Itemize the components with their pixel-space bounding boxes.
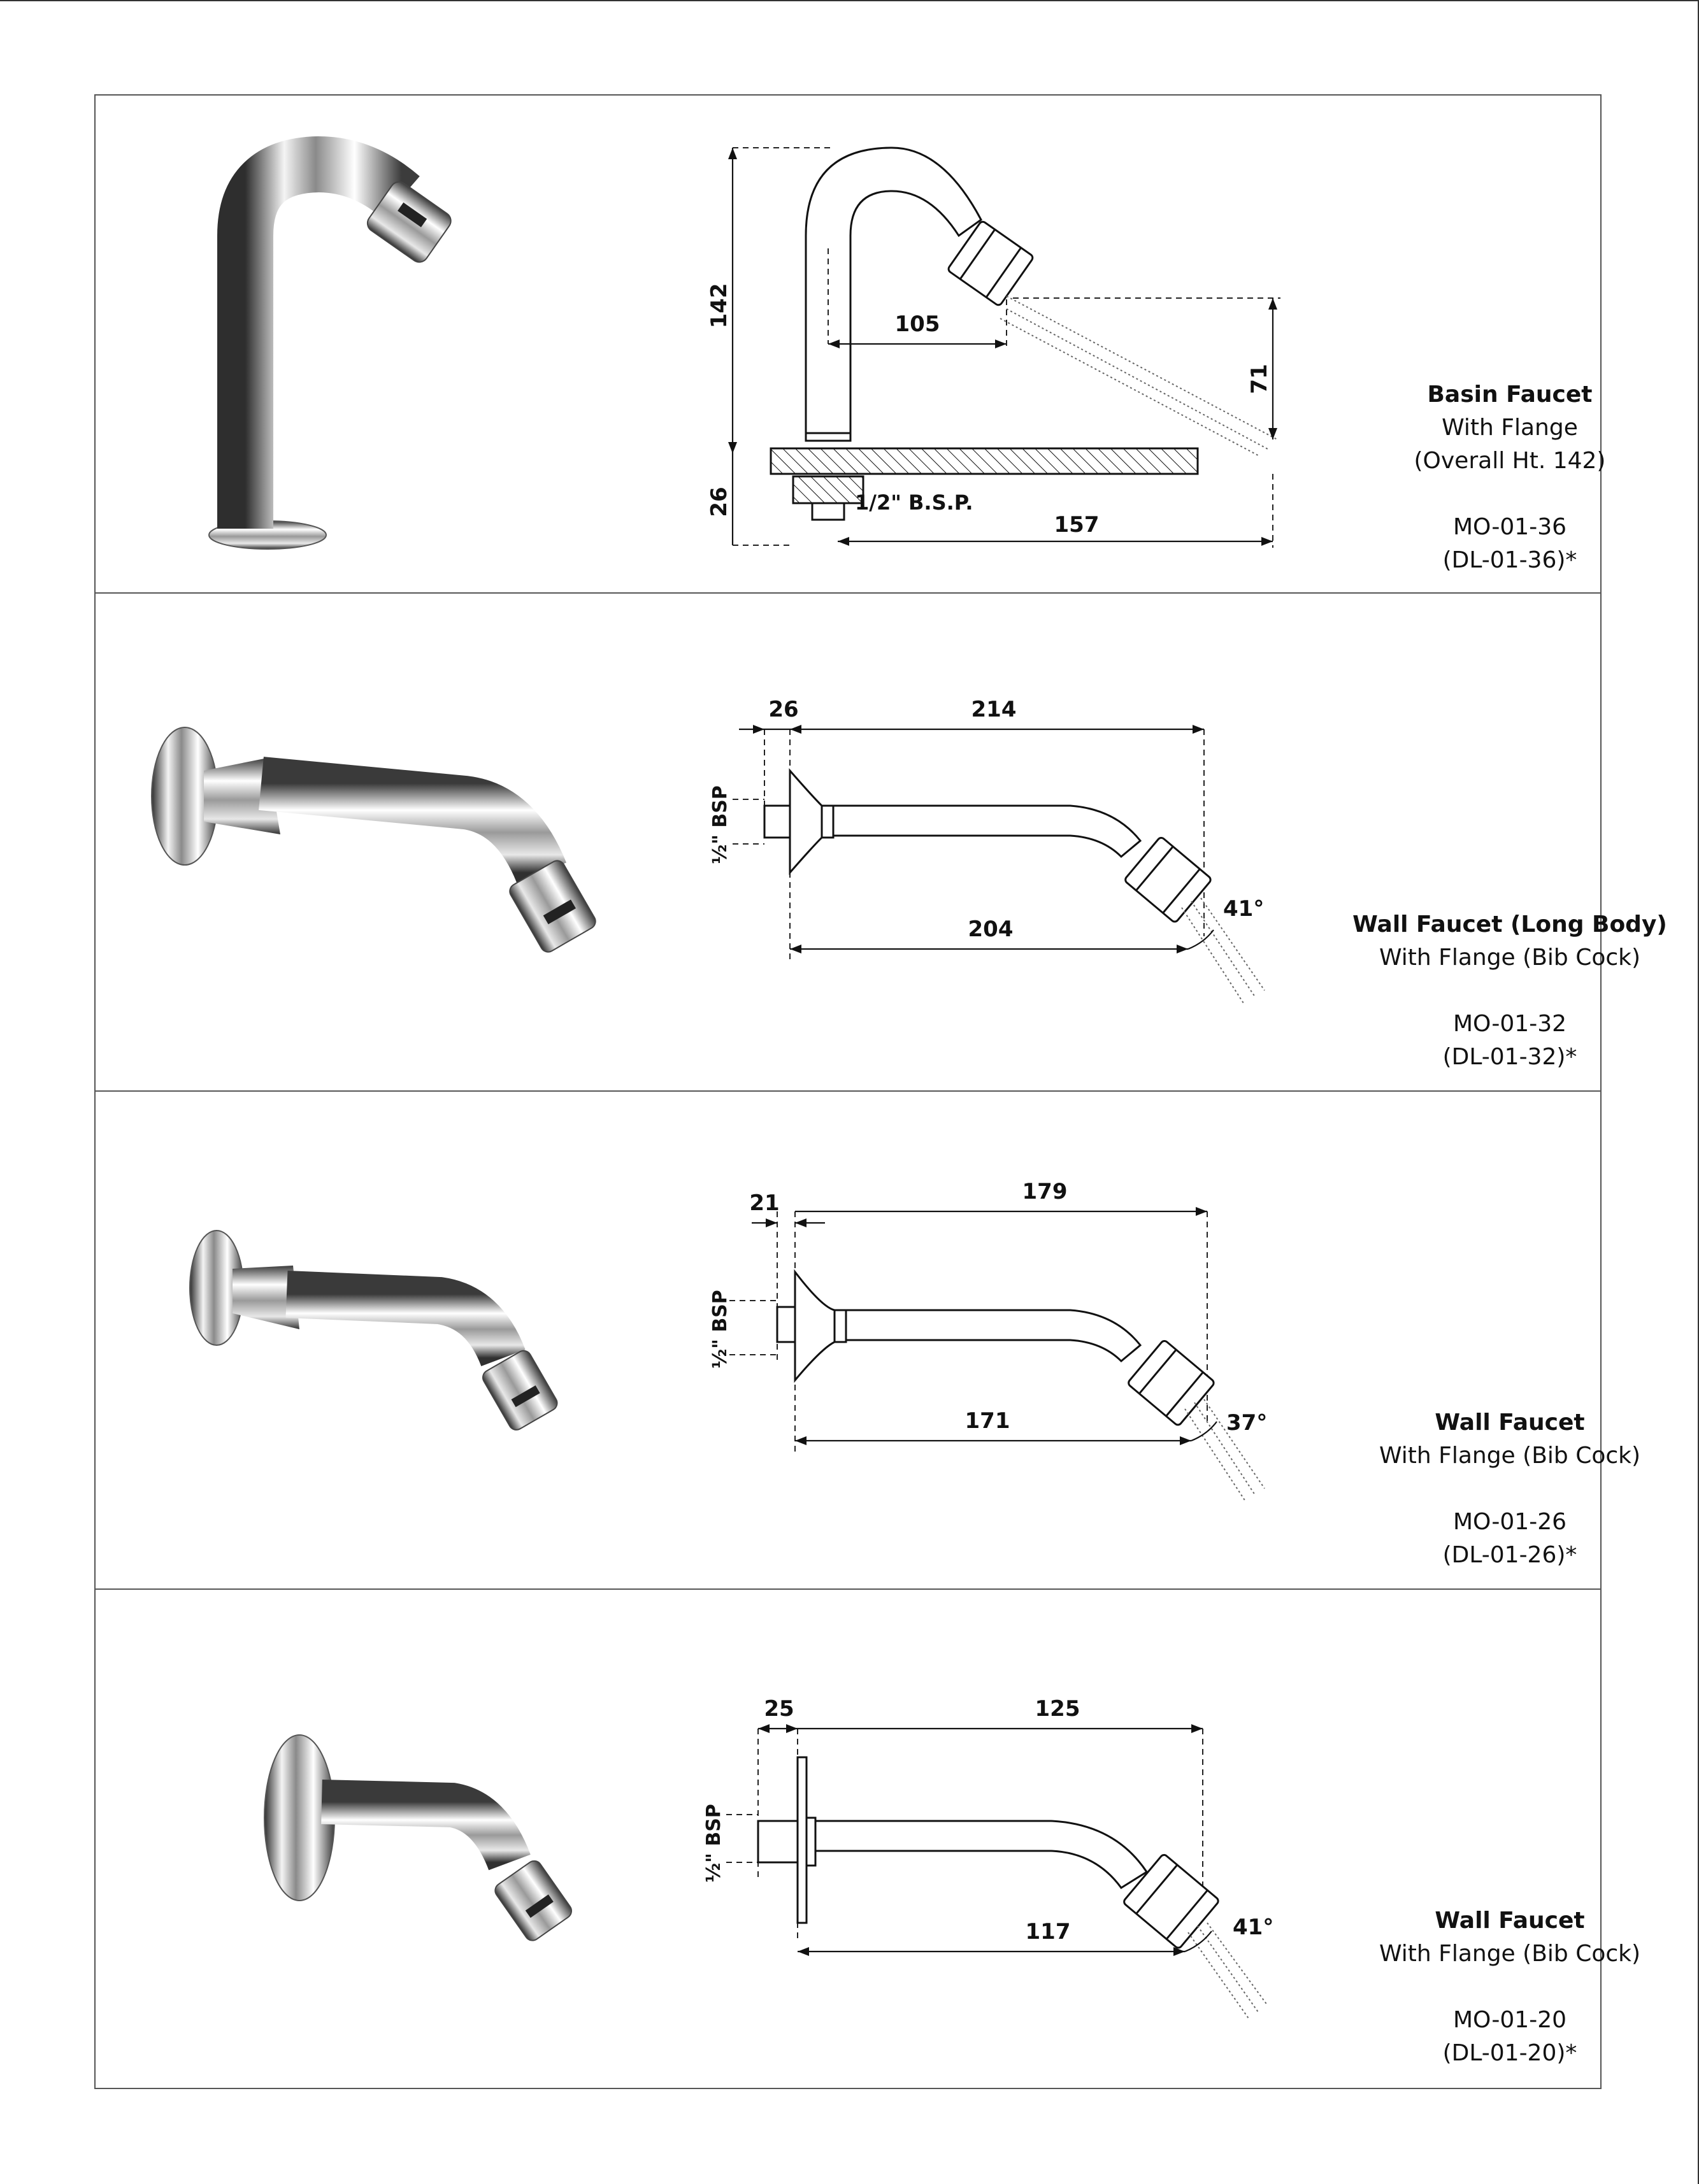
product-row-basin-faucet — [94, 94, 1606, 594]
wall-faucet-long-drawing — [694, 688, 1265, 1083]
dim-angle-37: 37° — [1226, 1410, 1268, 1436]
dim-thread-bsp: 1/2" B.S.P. — [855, 490, 973, 515]
dim-total-179: 179 — [1022, 1179, 1068, 1204]
product-desc: (Overall Ht. 142) — [1414, 448, 1606, 474]
product-desc: With Flange — [1442, 415, 1578, 441]
basin-faucet-drawing — [706, 134, 1272, 592]
dim-total-125: 125 — [1035, 1696, 1080, 1722]
product-row-wall-faucet-26 — [94, 1090, 1641, 1590]
dim-bsp: ½" BSP — [709, 785, 731, 864]
dim-angle-41: 41° — [1233, 1915, 1274, 1940]
product-desc: With Flange (Bib Cock) — [1379, 1941, 1641, 1967]
dim-reach-117: 117 — [1025, 1919, 1071, 1945]
wall-faucet-20-info — [1268, 1904, 1699, 2070]
basin-faucet-photo — [191, 127, 510, 586]
product-name: Wall Faucet (Long Body) — [1352, 911, 1667, 938]
dim-reach-105: 105 — [894, 311, 940, 337]
dim-thread-length-25: 25 — [764, 1696, 794, 1722]
dim-length-157: 157 — [1054, 512, 1100, 538]
product-row-wall-faucet-long — [94, 592, 1667, 1092]
product-code: MO-01-36 — [1453, 514, 1566, 540]
product-code: MO-01-26 — [1453, 1509, 1566, 1535]
product-code: MO-01-32 — [1453, 1011, 1566, 1037]
wall-faucet-26-drawing — [682, 1179, 1268, 1568]
dim-angle-41: 41° — [1223, 896, 1265, 922]
basin-faucet-info — [1268, 378, 1699, 577]
wall-faucet-26-info — [1268, 1406, 1699, 1572]
dim-bsp: ½" BSP — [709, 1290, 731, 1369]
dim-reach-171: 171 — [964, 1408, 1010, 1434]
wall-faucet-20-photo — [242, 1729, 624, 1996]
product-alt-code: (DL-01-32)* — [1442, 1044, 1577, 1070]
product-code: MO-01-20 — [1453, 2007, 1566, 2033]
dim-total-214: 214 — [971, 697, 1017, 722]
product-desc: With Flange (Bib Cock) — [1379, 945, 1641, 971]
dim-thread-length-26: 26 — [768, 697, 799, 722]
product-desc: With Flange (Bib Cock) — [1379, 1443, 1641, 1469]
wall-faucet-26-photo — [172, 1224, 618, 1479]
product-alt-code: (DL-01-26)* — [1442, 1542, 1577, 1568]
dim-base-26: 26 — [706, 487, 732, 517]
dim-bsp: ½" BSP — [703, 1804, 725, 1883]
wall-faucet-long-info — [1268, 908, 1699, 1074]
product-alt-code: (DL-01-36)* — [1442, 547, 1577, 573]
product-row-wall-faucet-20 — [94, 1588, 1641, 2089]
dim-spout-height-71: 71 — [1247, 364, 1272, 394]
product-name: Wall Faucet — [1435, 1410, 1585, 1436]
product-alt-code: (DL-01-20)* — [1442, 2040, 1577, 2066]
dim-reach-204: 204 — [968, 917, 1014, 942]
wall-faucet-20-drawing — [682, 1678, 1274, 2073]
product-name: Wall Faucet — [1435, 1908, 1585, 1934]
dim-thread-length-21: 21 — [749, 1190, 780, 1216]
product-name: Basin Faucet — [1427, 382, 1593, 408]
wall-faucet-long-photo — [134, 707, 618, 1000]
dim-height-142: 142 — [706, 283, 732, 329]
